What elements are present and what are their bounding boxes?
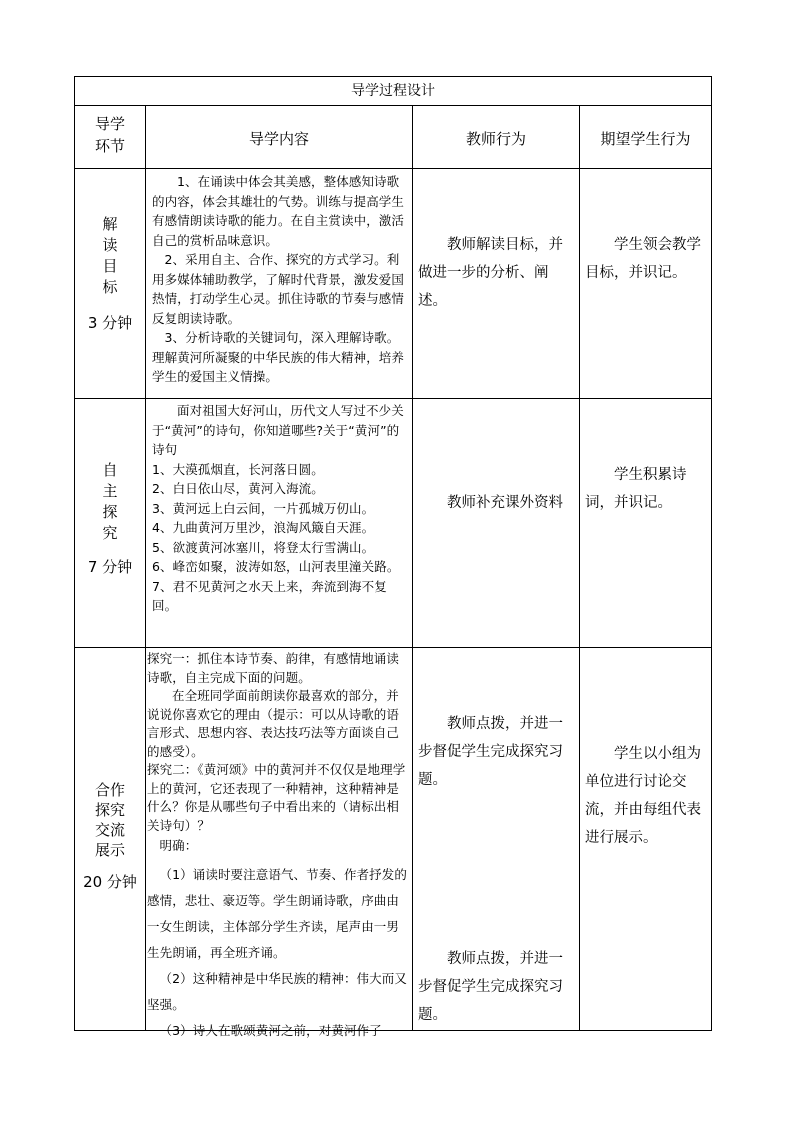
student-text: 学生以小组为单位进行讨论交流，并由每组代表进行展示。 [585, 746, 701, 846]
header-content: 导学内容 [248, 130, 309, 148]
content-paragraph: 2、白日依山尽，黄河入海流。 [152, 481, 324, 496]
stage-char: 究 [102, 524, 118, 542]
teacher-text: 教师点拨，并进一步督促学生完成探究习题。 [418, 951, 563, 1023]
student-text: 学生积累诗词，并识记。 [585, 467, 687, 511]
header-stage [75, 113, 145, 157]
table-title: 导学过程设计 [351, 83, 435, 99]
student-cell [585, 740, 706, 852]
teacher-text: 教师解读目标，并做进一步的分析、阐述。 [418, 237, 563, 309]
header-teacher: 教师行为 [465, 130, 526, 148]
table-rule [579, 105, 580, 1031]
stage-char: 展示 [94, 841, 125, 859]
student-text: 学生领会教学目标，并识记。 [585, 237, 701, 281]
content-paragraph: 探究二：《黄河颂》中的黄河并不仅仅是地理学上的黄河，它还表现了一种精神，这种精神是什么？你是从哪些句子中看出来的（请标出相关诗句）？ [147, 762, 406, 833]
content-paragraph: 3、分析诗歌的关键词句，深入理解诗歌。理解黄河所凝聚的中华民族的伟大精神，培养学生的爱国主义情操。 [152, 330, 405, 384]
stage-time: 3 分钟 [87, 314, 133, 332]
stage-char: 标 [102, 278, 118, 296]
header-stage-line1: 导学 [94, 115, 125, 133]
content-paragraph: 3、黄河远上白云间，一片孤城万仞山。 [152, 500, 375, 516]
stage-char: 读 [102, 236, 118, 254]
stage-char: 目 [102, 257, 118, 275]
table-rule [412, 105, 413, 1031]
table-border-right [711, 76, 712, 1031]
header-stage-line2: 环节 [94, 137, 125, 155]
teacher-text: 教师点拨，并进一步督促学生完成探究习题。 [418, 716, 563, 788]
teacher-cell-2 [418, 945, 574, 1029]
header-student: 期望学生行为 [600, 130, 691, 148]
student-cell [585, 461, 706, 517]
table-rule [74, 398, 712, 399]
table-rule [74, 168, 712, 169]
teacher-cell [418, 489, 574, 517]
stage-char: 合作 [94, 781, 125, 799]
content-paragraph: 1、在诵读中体会其美感，整体感知诗歌的内容，体会其雄壮的气势。训练与提高学生有感情朗读诗歌的能力。在自主赏读中，激活自己的赏析品味意识。 [152, 174, 405, 248]
content-paragraph: （3）诗人在歌颂黄河之前，对黄河作了 [159, 1022, 382, 1038]
stage-time: 7 分钟 [87, 558, 133, 576]
content-cell [152, 172, 408, 387]
table-rule [74, 647, 712, 648]
content-paragraph: 6、峰峦如聚，波涛如怒，山河表里潼关路。 [152, 559, 400, 574]
stage-cell [75, 780, 145, 892]
teacher-text: 教师补充课外资料 [447, 495, 563, 511]
table-rule [145, 105, 146, 1031]
content-paragraph: 明确： [159, 838, 198, 853]
content-paragraph: 探究一：抓住本诗节奏、韵律，有感情地诵读诗歌，自主完成下面的问题。 [147, 651, 400, 685]
content-paragraph: （1）诵读时要注意语气、节奏、作者抒发的感情，悲壮、豪迈等。学生朗诵诗歌，序曲由一女生朗读，主体部分学生齐读，尾声由一男生先朗诵，再全班齐诵。 [147, 866, 407, 960]
stage-char: 探 [102, 503, 118, 521]
content-paragraph: 2、采用自主、合作、探究的方式学习。利用多媒体辅助教学，了解时代背景，激发爱国热情，打动学生心灵。抓住诗歌的节奏与感情反复朗读诗歌。 [152, 252, 405, 326]
stage-char: 解 [102, 215, 118, 233]
teacher-cell [418, 231, 574, 315]
table-border-top [74, 76, 712, 77]
content-paragraph: 7、君不见黄河之水天上来，奔流到海不复回。 [152, 578, 387, 613]
content-paragraph: 4、九曲黄河万里沙，浪淘风簸自天涯。 [152, 520, 375, 535]
content-paragraph: （2）这种精神是中华民族的精神：伟大而又坚强。 [147, 970, 407, 1012]
content-paragraph: 在全班同学面前朗读你最喜欢的部分，并说说你喜欢它的理由（提示：可以从诗歌的语言形式、思想内容、表达技巧法等方面谈自己的感受）。 [147, 688, 400, 759]
content-paragraph: 面对祖国大好河山，历代文人写过不少关于“黄河”的诗句，你知道哪些?关于“黄河”的诗句 [152, 403, 404, 457]
table-rule [74, 105, 712, 106]
stage-char: 主 [102, 482, 118, 500]
stage-char: 探究 [94, 801, 125, 819]
stage-cell [75, 460, 145, 578]
stage-char: 自 [102, 461, 118, 479]
content-cell [147, 650, 409, 1044]
teacher-cell [418, 710, 574, 794]
stage-char: 交流 [94, 821, 125, 839]
content-paragraph: 5、欲渡黄河冰塞川，将登太行雪满山。 [152, 539, 375, 555]
content-paragraph: 1、大漠孤烟直，长河落日圆。 [152, 461, 324, 477]
student-cell [585, 231, 706, 287]
content-cell [152, 401, 408, 616]
stage-cell [75, 214, 145, 334]
stage-time: 20 分钟 [83, 873, 137, 891]
